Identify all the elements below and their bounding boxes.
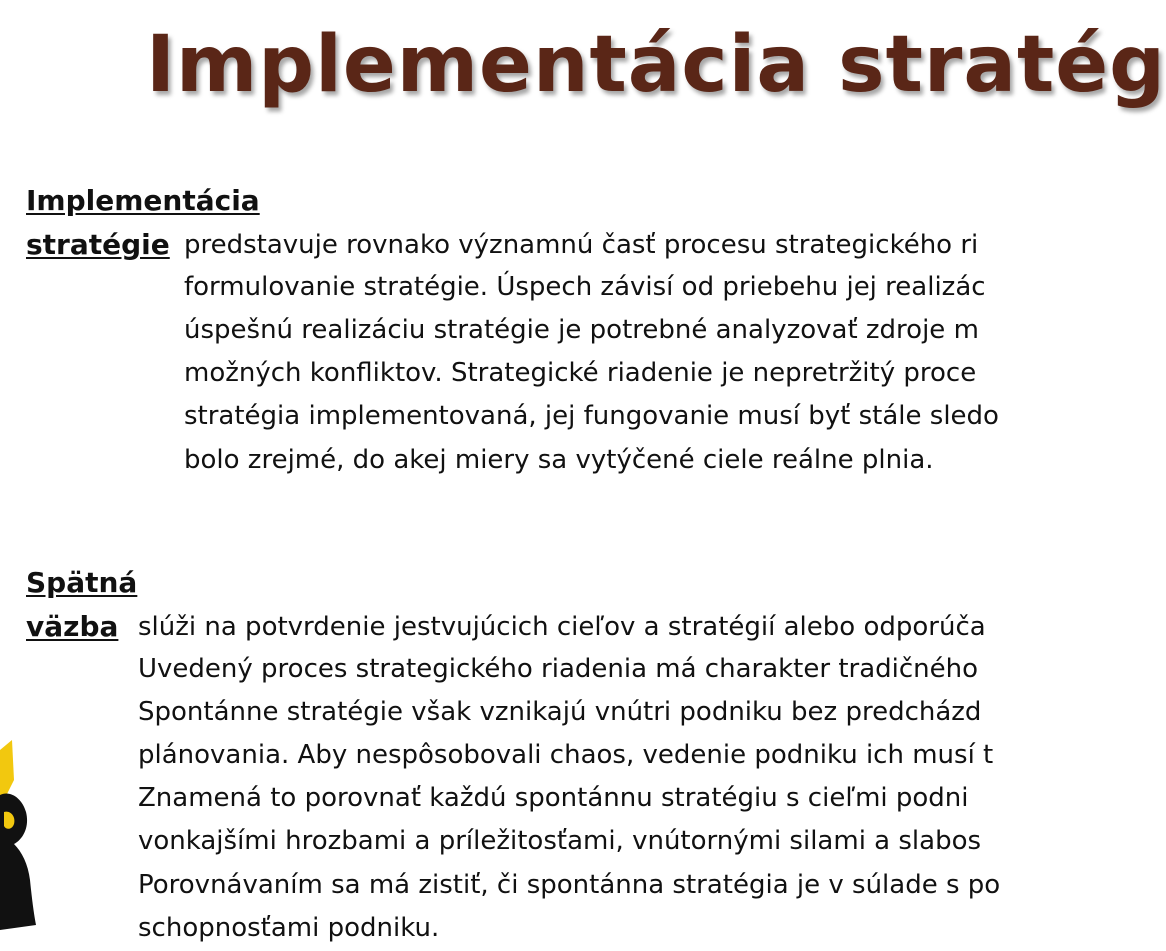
paragraph-line: stratégia implementovaná, jej fungovanie musí byť stále sledo <box>184 401 999 431</box>
paragraph-line: schopnosťami podniku. <box>138 913 440 943</box>
paragraph-line: vonkajšími hrozbami a príležitosťami, vnútornými silami a slabos <box>138 826 982 856</box>
paragraph-line: plánovania. Aby nespôsobovali chaos, vedenie podniku ich musí t <box>138 740 994 770</box>
term-feedback-line2: väzba <box>26 610 119 643</box>
paragraph-line: úspešnú realizáciu stratégie je potrebné analyzovať zdroje m <box>184 315 979 345</box>
paragraph-line: slúži na potvrdenie jestvujúcich cieľov a stratégií alebo odporúča <box>138 612 986 642</box>
term-implementation-line2: stratégie <box>26 228 170 261</box>
term-feedback-line1: Spätná <box>26 566 138 599</box>
paragraph-line: možných konfliktov. Strategické riadenie je nepretržitý proce <box>184 358 977 388</box>
paragraph-line: Uvedený proces strategického riadenia má charakter tradičného <box>138 654 979 684</box>
figure-yellow-part <box>0 740 14 800</box>
paragraph-line: bolo zrejmé, do akej miery sa vytýčené ciele reálne plnia. <box>184 445 934 475</box>
paragraph-line: Porovnávaním sa má zistiť, či spontánna stratégia je v súlade s po <box>138 870 1001 900</box>
slide-title: Implementácia stratég <box>146 20 1166 110</box>
paragraph-line: predstavuje rovnako významnú časť procesu strategického ri <box>184 230 979 260</box>
paragraph-line: Znamená to porovnať každú spontánnu stratégiu s cieľmi podni <box>138 783 969 813</box>
paragraph-line: Spontánne stratégie však vznikajú vnútri podniku bez predcházd <box>138 697 982 727</box>
paragraph-line: formulovanie stratégie. Úspech závisí od priebehu jej realizác <box>184 272 986 302</box>
clipart-figure-icon <box>0 740 40 930</box>
term-implementation-line1: Implementácia <box>26 184 260 217</box>
